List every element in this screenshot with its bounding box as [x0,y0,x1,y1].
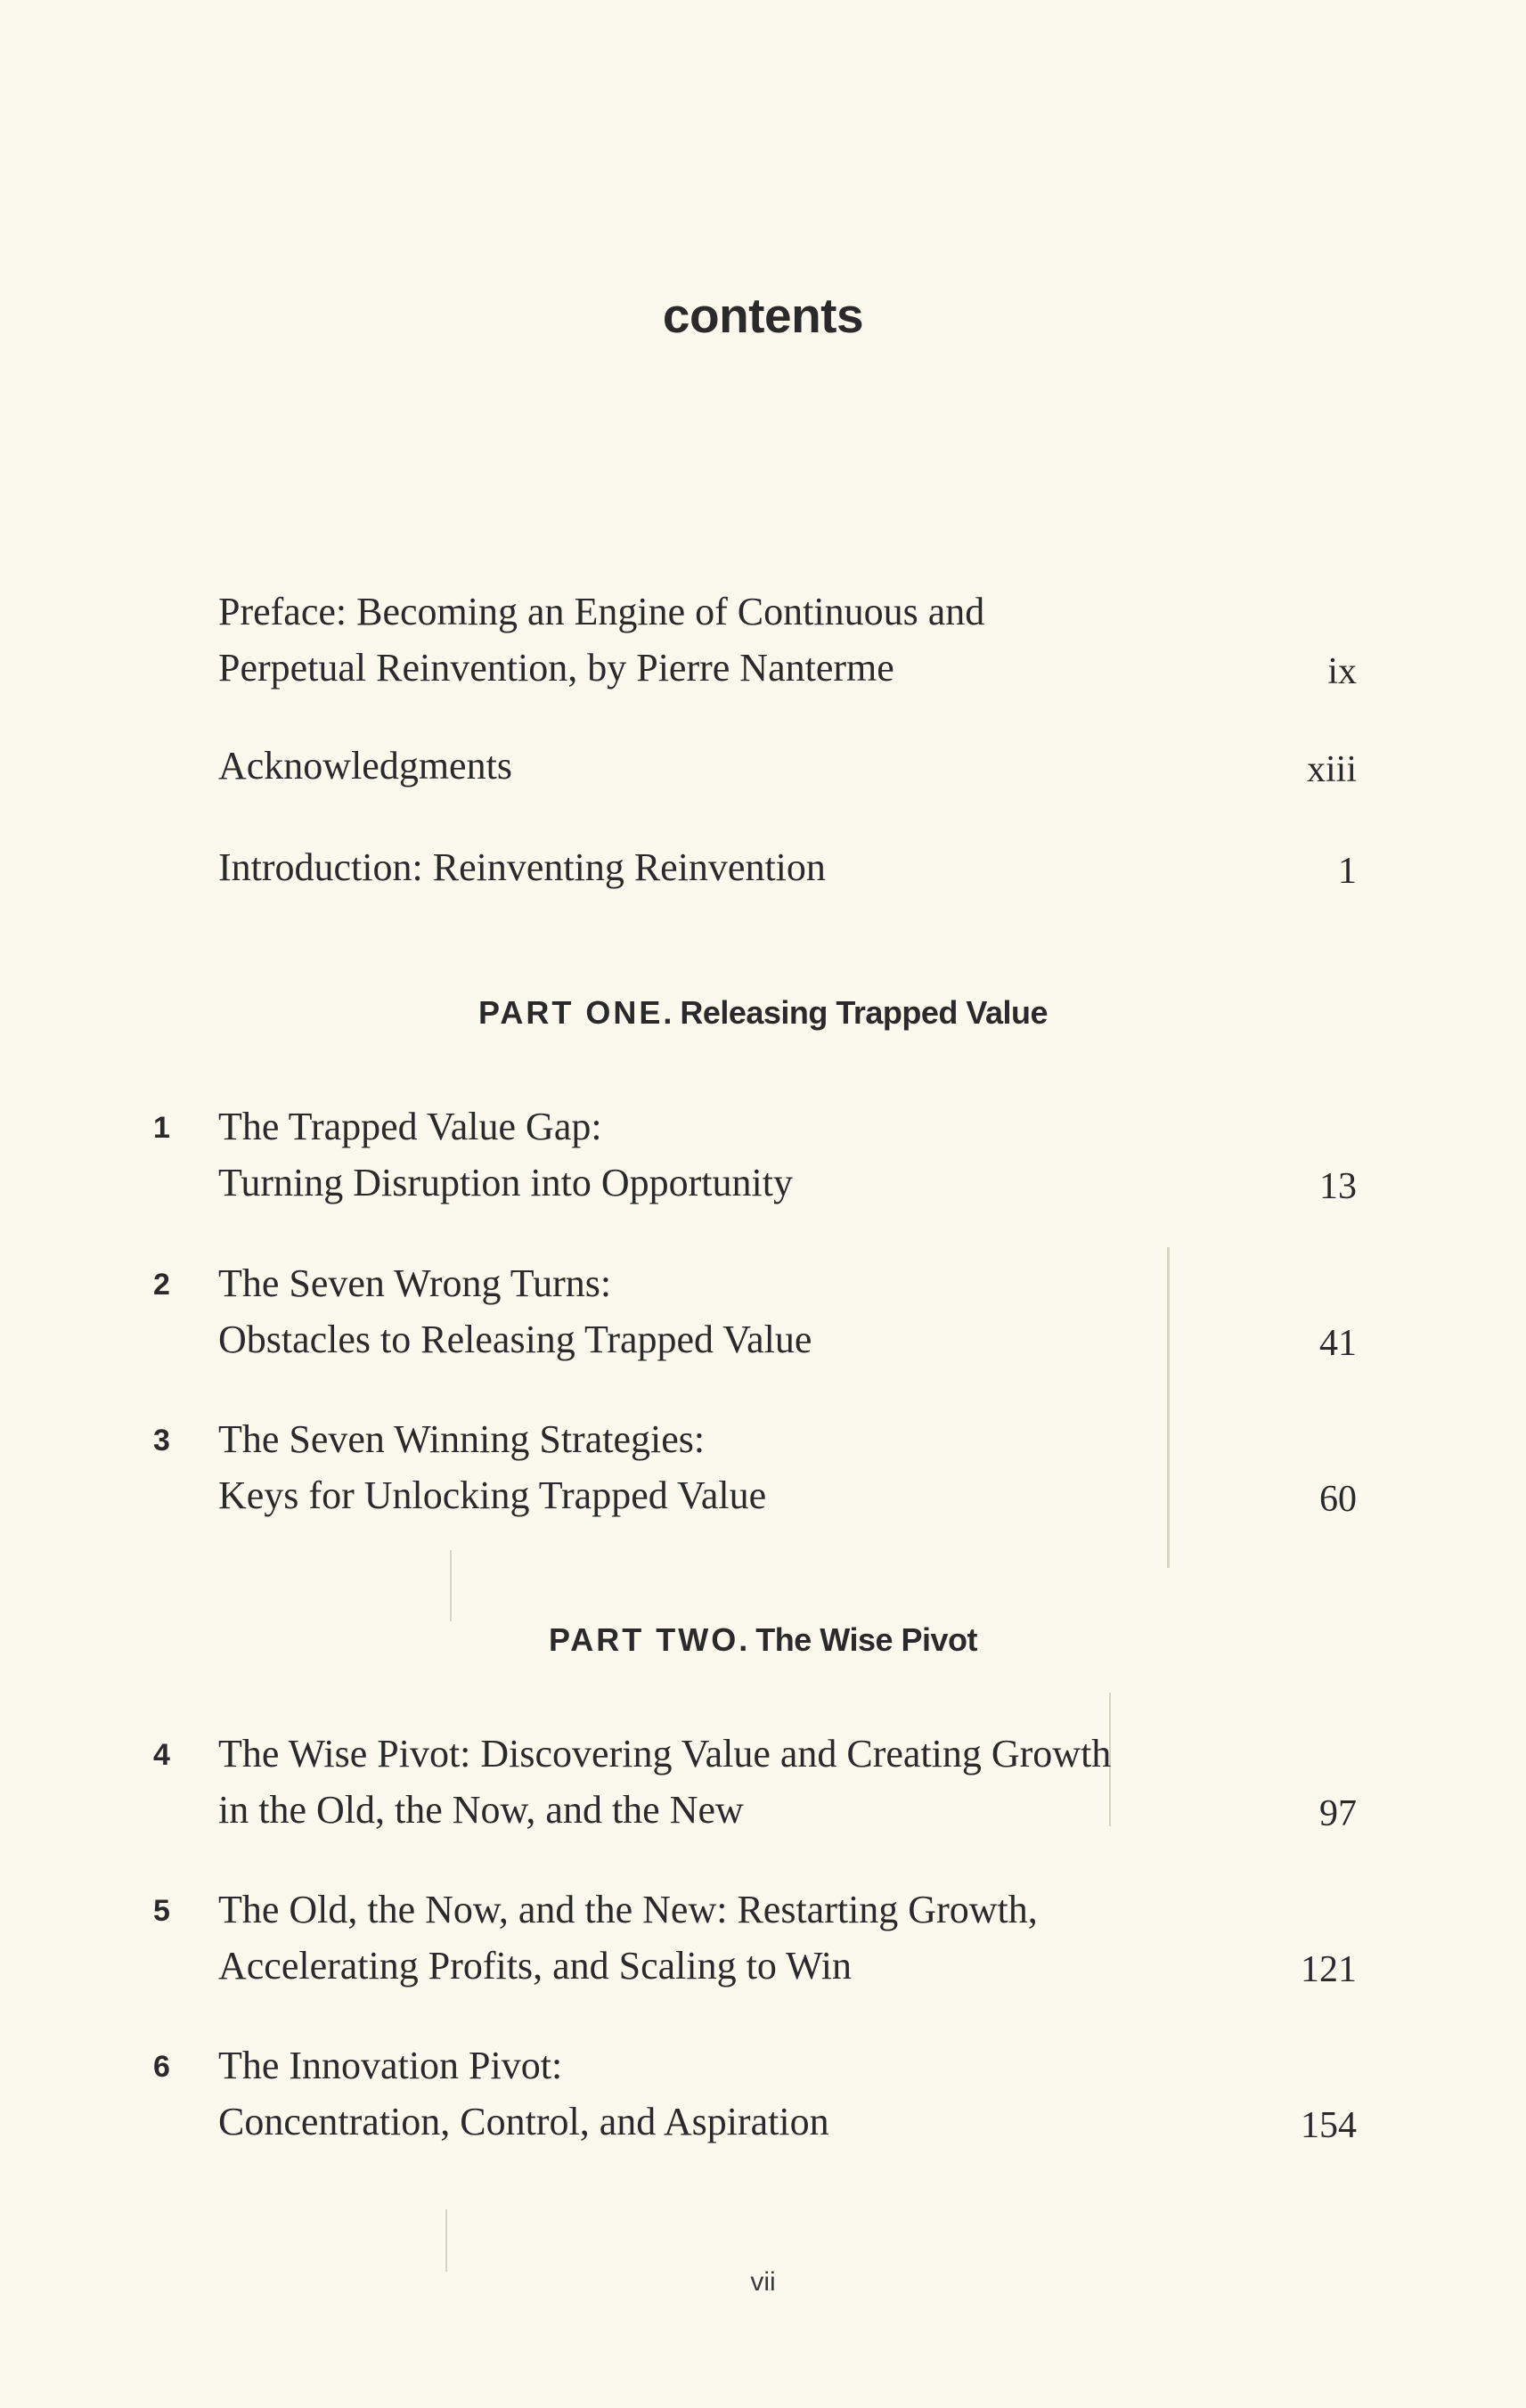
entry-title-line: Introduction: Reinventing Reinvention [218,845,826,889]
entry-title-line: Keys for Unlocking Trapped Value [218,1473,767,1517]
entry-title-line: The Seven Wrong Turns: [218,1261,612,1305]
entry-title-line: The Old, the Now, and the New: Restarting Growth, [218,1888,1038,1931]
entry-title-line: The Wise Pivot: Discovering Value and Creating Growth [218,1732,1112,1775]
chapter-number: 3 [153,1424,170,1457]
chapter-number: 6 [153,2050,170,2084]
entry-title [218,1726,1287,1838]
part-heading [0,1621,1526,1659]
entry-title-line: in the Old, the Now, and the New [218,1788,744,1832]
chapter-number: 2 [153,1268,170,1302]
part-title: The Wise Pivot [755,1621,978,1658]
entry-page-number: 41 [1319,1323,1357,1364]
entry-title [218,839,1287,895]
scan-mark [445,2209,447,2272]
chapter-number: 5 [153,1894,170,1928]
entry-page-number: xiii [1306,749,1357,790]
entry-title-line: Acknowledgments [218,744,512,788]
chapter-number: 1 [153,1111,170,1145]
part-heading [0,994,1526,1032]
entry-title-line: The Innovation Pivot: [218,2044,563,2087]
entry-page-number: 13 [1319,1166,1357,1207]
entry-page-number: 60 [1319,1479,1357,1520]
scan-mark [450,1550,452,1621]
entry-title-line: Preface: Becoming an Engine of Continuous and [218,590,985,633]
entry-title [218,1255,1287,1367]
part-title: Releasing Trapped Value [680,994,1048,1031]
entry-title-line: Accelerating Profits, and Scaling to Win [218,1944,853,1988]
part-label: PART ONE. [477,994,675,1031]
entry-title [218,584,1287,696]
entry-title-line: Perpetual Reinvention, by Pierre Nanterme [218,646,894,690]
entry-page-number: 1 [1338,851,1357,892]
entry-page-number: ix [1327,651,1357,692]
entry-title-line: Obstacles to Releasing Trapped Value [218,1318,812,1361]
entry-title [218,1882,1287,1994]
entry-page-number: 97 [1319,1793,1357,1834]
page-title: contents [662,288,864,343]
part-label: PART TWO. [548,1621,751,1658]
entry-page-number: 121 [1301,1949,1357,1990]
entry-title-line: Turning Disruption into Opportunity [218,1161,793,1204]
entry-title [218,2037,1287,2150]
entry-title [218,1098,1287,1211]
entry-title-line: The Trapped Value Gap: [218,1105,602,1148]
chapter-number: 4 [153,1738,170,1772]
entry-title-line: Concentration, Control, and Aspiration [218,2100,829,2143]
entry-title [218,738,1287,794]
entry-title [218,1411,1287,1523]
page-folio: vii [750,2267,776,2297]
entry-page-number: 154 [1301,2105,1357,2146]
entry-title-line: The Seven Winning Strategies: [218,1417,706,1461]
